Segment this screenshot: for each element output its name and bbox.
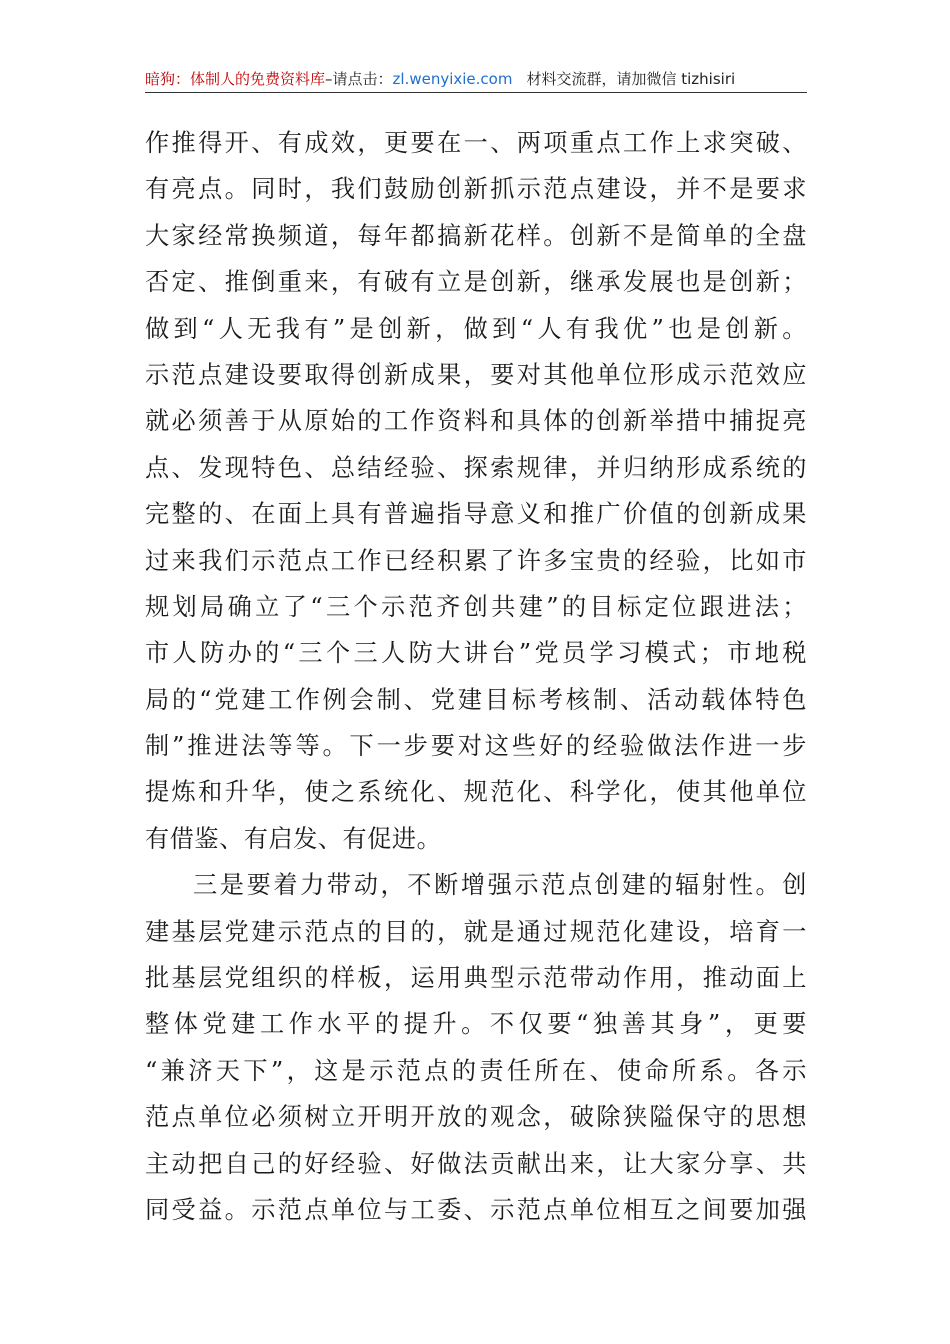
text-line: 规划局确立了“三个示范齐创共建”的目标定位跟进法； (145, 592, 807, 621)
text-line: 批基层党组织的样板，运用典型示范带动作用，推动面上 (145, 964, 807, 993)
paragraph-start-line: 三是要着力带动，不断增强示范点创建的辐射性。创 (193, 871, 807, 900)
text-line: “兼济天下”，这是示范点的责任所在、使命所系。各示 (145, 1056, 807, 1085)
header-url-link[interactable]: zl.wenyixie.com (392, 70, 513, 88)
text-line: 有亮点。同时，我们鼓励创新抓示范点建设，并不是要求 (145, 175, 807, 204)
text-line: 点、发现特色、总结经验、探索规律，并归纳形成系统的 (145, 453, 807, 482)
text-line: 过来我们示范点工作已经积累了许多宝贵的经验，比如市 (145, 546, 807, 575)
text-line: 有借鉴、有启发、有促进。 (145, 824, 442, 853)
text-line: 就必须善于从原始的工作资料和具体的创新举措中捕捉亮 (145, 407, 807, 436)
document-body (145, 120, 807, 1233)
page-header (145, 68, 807, 93)
text-line: 大家经常换频道，每年都搞新花样。创新不是简单的全盘 (145, 221, 807, 250)
text-line: 局的“党建工作例会制、党建目标考核制、活动载体特色 (145, 685, 807, 714)
text-line: 同受益。示范点单位与工委、示范点单位相互之间要加强 (145, 1195, 807, 1224)
header-group-note: 材料交流群，请加微信 tizhisiri (526, 70, 736, 88)
text-line: 主动把自己的好经验、好做法贡献出来，让大家分享、共 (145, 1149, 807, 1178)
header-brand: 暗狗：体制人的免费资料库 (145, 70, 326, 88)
text-line: 做到“人无我有”是创新，做到“人有我优”也是创新。 (145, 314, 807, 343)
text-line: 制”推进法等等。下一步要对这些好的经验做法作进一步 (145, 732, 807, 761)
text-line: 示范点建设要取得创新成果，要对其他单位形成示范效应 (145, 360, 807, 389)
text-line: 整体党建工作水平的提升。不仅要“独善其身”，更要 (145, 1010, 807, 1039)
text-line: 否定、推倒重来，有破有立是创新，继承发展也是创新； (145, 268, 807, 297)
header-prompt: –请点击： (325, 70, 393, 88)
text-line: 市人防办的“三个三人防大讲台”党员学习模式；市地税 (145, 639, 807, 668)
text-line: 范点单位必须树立开明开放的观念，破除狭隘保守的思想 (145, 1103, 807, 1132)
text-line: 提炼和升华，使之系统化、规范化、科学化，使其他单位 (145, 778, 807, 807)
text-line: 完整的、在面上具有普遍指导意义和推广价值的创新成果 (145, 500, 807, 529)
text-line: 建基层党建示范点的目的，就是通过规范化建设，培育一 (145, 917, 807, 946)
text-line: 作推得开、有成效，更要在一、两项重点工作上求突破、 (145, 129, 807, 157)
